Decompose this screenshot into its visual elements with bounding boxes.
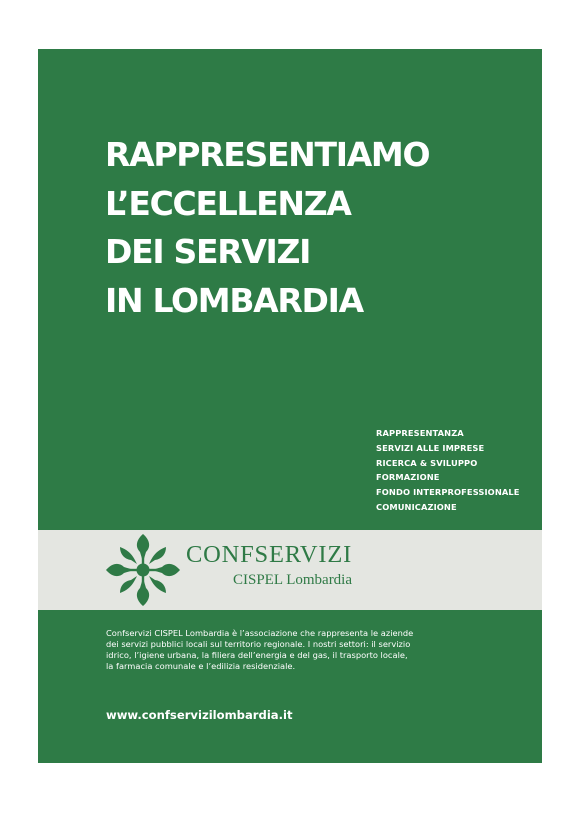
logo-wordmark: CONFSERVIZI [186,541,353,568]
description-line: la farmacia comunale e l’edilizia residenziale. [106,661,296,672]
service-item: FONDO INTERPROFESSIONALE [376,487,520,498]
brochure-cover [38,49,542,763]
headline-line: RAPPRESENTIAMO [105,135,430,174]
description-line: idrico, l’igiene urbana, la filiera dell’energia e del gas, il trasporto locale, [106,650,408,661]
headline-line: DEI SERVIZI [105,232,311,271]
logo-subtitle: CISPEL Lombardia [233,572,353,588]
headline-line: L’ECCELLENZA [105,183,351,223]
logo-band [38,530,542,610]
service-item: FORMAZIONE [376,472,440,483]
services-list [376,426,520,515]
service-item: RICERCA & SVILUPPO [376,457,478,468]
service-item: RAPPRESENTANZA [376,428,464,438]
service-item: COMUNICAZIONE [376,501,457,512]
description-line: dei servizi pubblici locali sul territorio regionale. I nostri settori: il servizio [106,639,411,650]
headline-line: IN LOMBARDIA [105,280,363,320]
green-cross-of-leaves-icon [104,532,182,608]
headline [105,131,429,325]
association-description [106,628,413,672]
website-url: www.confservizilombardia.it [106,708,293,722]
service-item: SERVIZI ALLE IMPRESE [376,442,485,453]
description-line: Confservizi CISPEL Lombardia è l’associazione che rappresenta le aziende [106,628,414,638]
